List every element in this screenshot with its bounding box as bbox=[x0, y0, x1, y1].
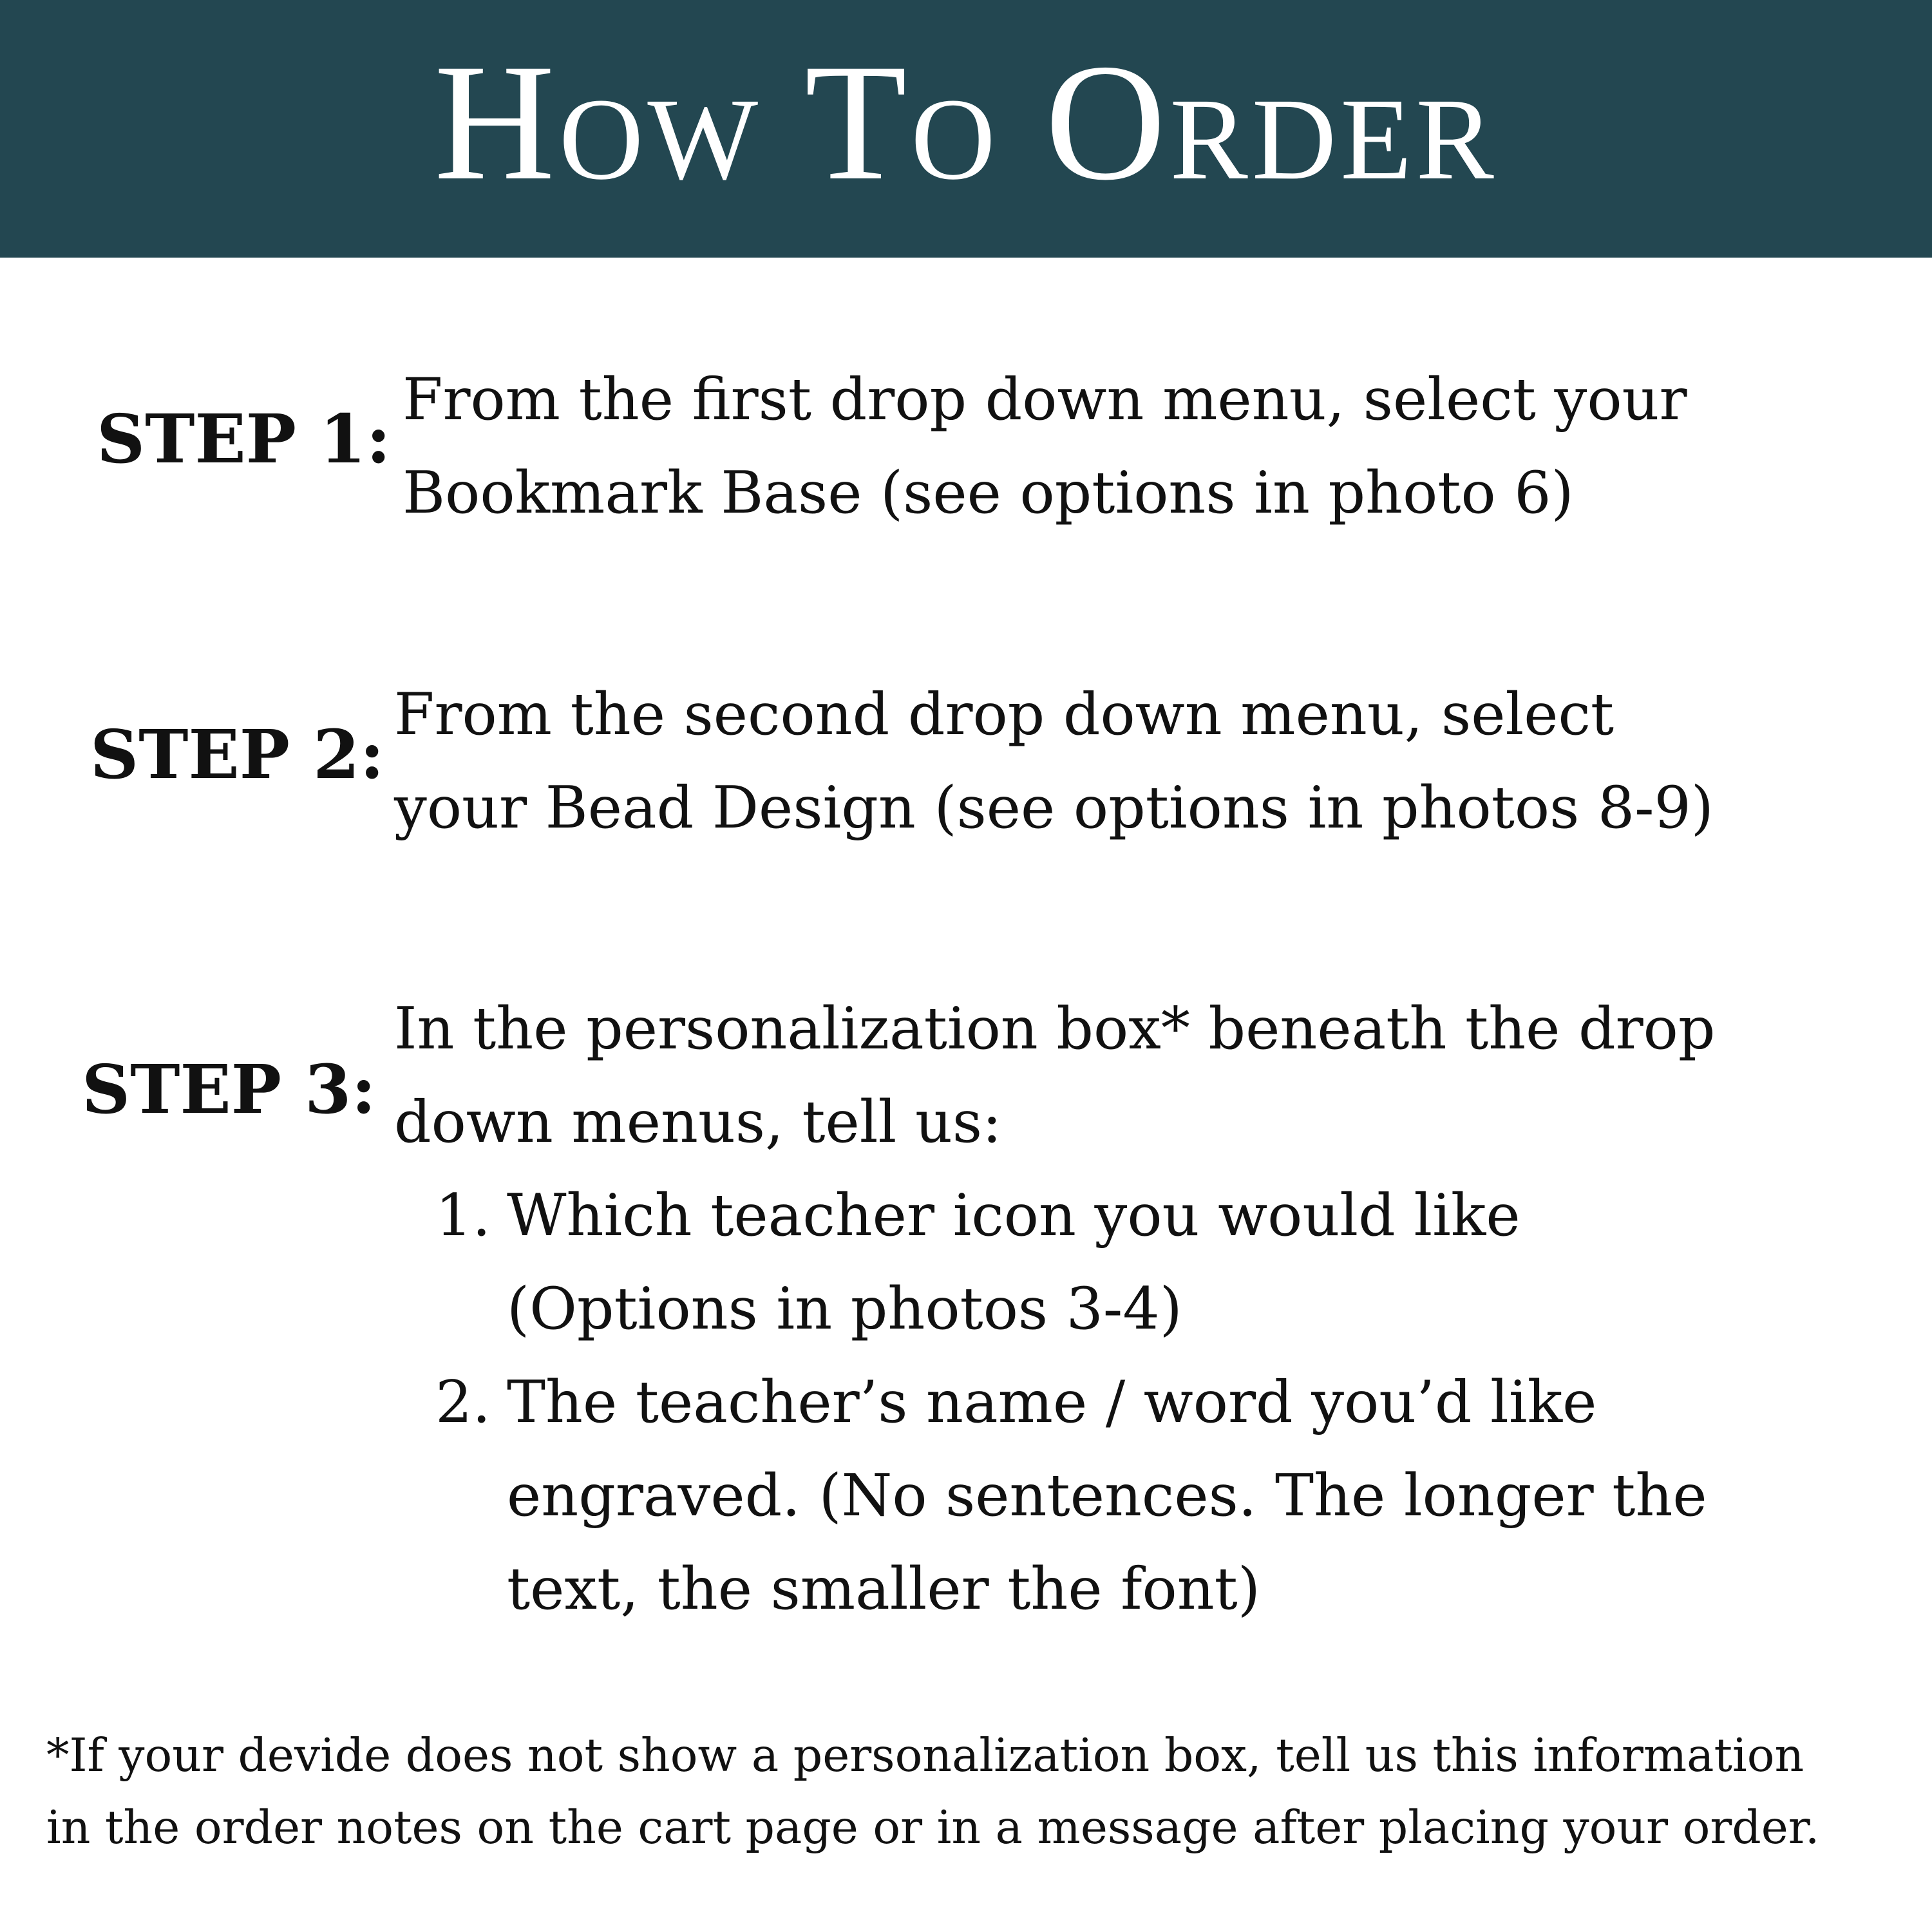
step-2-label: STEP 2: bbox=[90, 715, 384, 794]
list-item-2-line-2: engraved. (No sentences. The longer the bbox=[507, 1462, 1707, 1530]
list-item-1-body bbox=[507, 1169, 1520, 1356]
list-item-2-line-3: text, the smaller the font) bbox=[507, 1555, 1260, 1623]
list-item-2-number: 2. bbox=[435, 1368, 491, 1436]
page-title: How To Order bbox=[434, 30, 1498, 215]
step-2-line-2: your Bead Design (see options in photos 8-9) bbox=[394, 774, 1714, 842]
step-1-line-1: From the first drop down menu, select your bbox=[402, 366, 1687, 433]
list-item-2-line-1: The teacher’s name / word you’d like bbox=[507, 1368, 1597, 1436]
list-item-2-body bbox=[507, 1356, 1707, 1636]
step-1-label: STEP 1: bbox=[97, 399, 391, 478]
list-item-1-line-2: (Options in photos 3-4) bbox=[507, 1275, 1182, 1343]
list-item-1-number: 1. bbox=[435, 1182, 491, 1249]
footnote-line-1: *If your devide does not show a personalization box, tell us this information bbox=[46, 1728, 1804, 1782]
footnote-line-2: in the order notes on the cart page or in a message after placing your order. bbox=[46, 1801, 1820, 1854]
step-3-line-1: In the personalization box* beneath the drop bbox=[394, 995, 1716, 1063]
footnote bbox=[46, 1719, 1819, 1864]
step-2-line-1: From the second drop down menu, select bbox=[394, 681, 1615, 748]
header-banner bbox=[0, 0, 1932, 258]
step-3-label: STEP 3: bbox=[82, 1050, 376, 1129]
step-2-text bbox=[394, 668, 1714, 855]
step-3-line-2: down menus, tell us: bbox=[394, 1088, 1002, 1156]
list-item-1-line-1: Which teacher icon you would like bbox=[507, 1182, 1520, 1249]
step-1-text bbox=[402, 353, 1687, 540]
step-1-line-2: Bookmark Base (see options in photo 6) bbox=[402, 459, 1574, 527]
step-3-text bbox=[394, 982, 1715, 1169]
